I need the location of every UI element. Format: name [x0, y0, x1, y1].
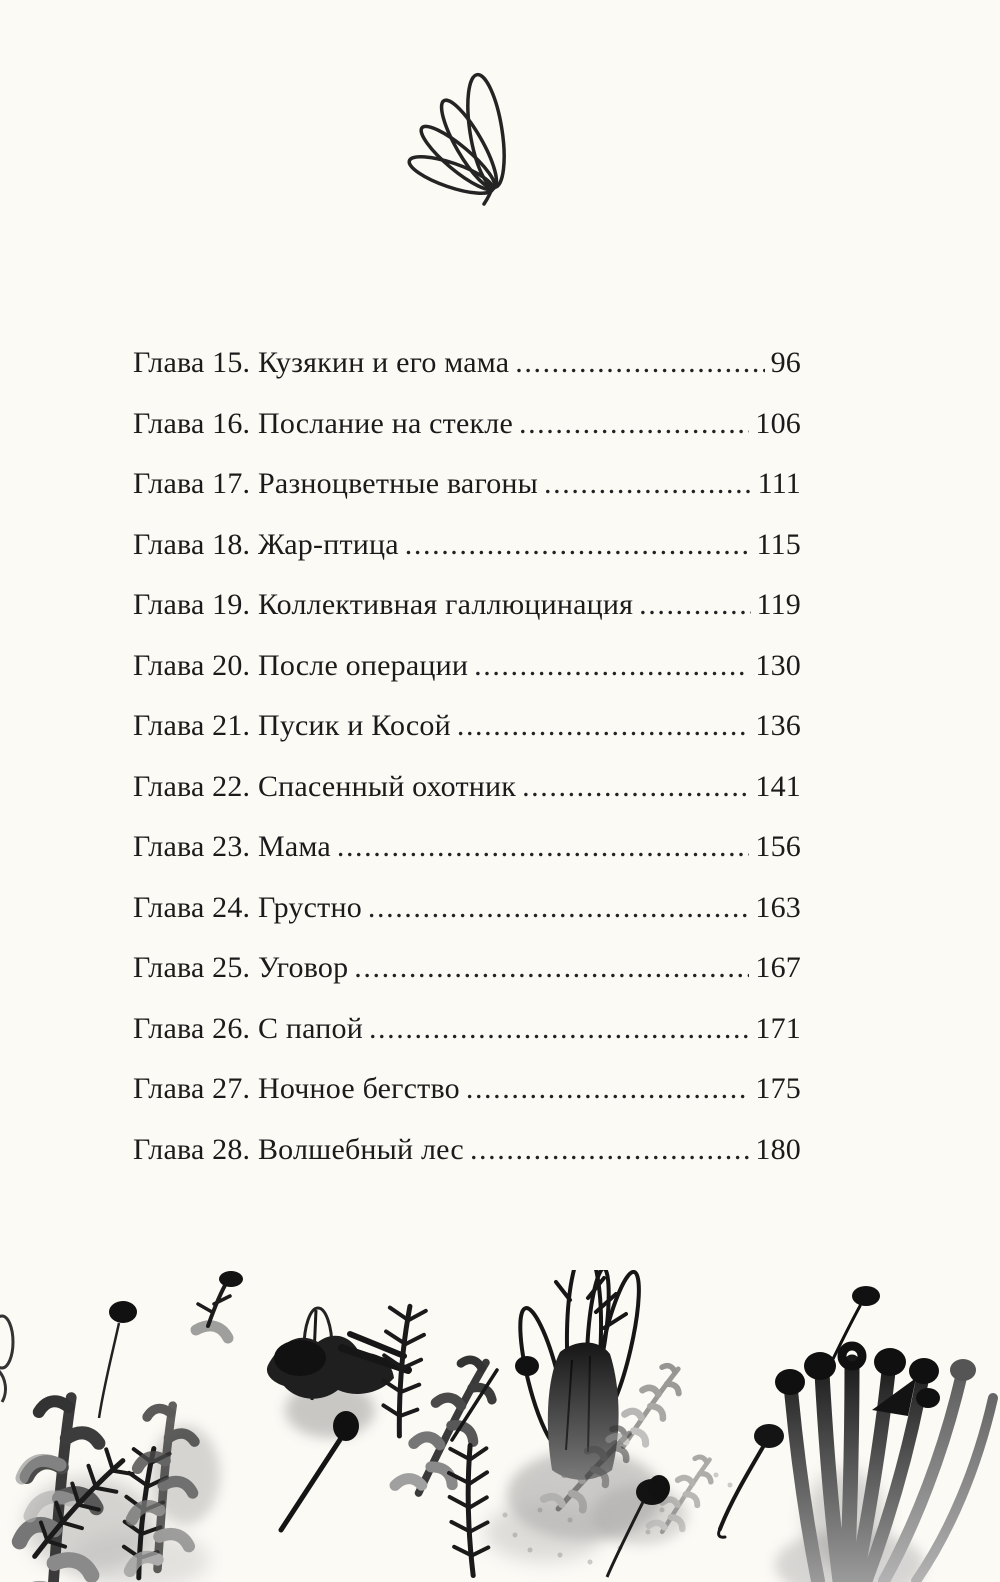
- toc-entry: [133, 467, 801, 501]
- toc-leader-dots: [519, 407, 749, 441]
- toc-entry: [133, 588, 801, 622]
- toc-entry-title: Глава 20. После операции: [133, 648, 469, 682]
- toc-entry: [133, 951, 801, 985]
- toc-entry-page-number: 163: [755, 890, 801, 924]
- toc-leader-dots: [354, 951, 749, 985]
- toc-entry-page-number: 130: [755, 648, 801, 682]
- toc-entry-page-number: 171: [755, 1011, 801, 1045]
- toc-entry-page-number: 96: [770, 346, 801, 379]
- toc-entry-title: Глава 17. Разноцветные вагоны: [133, 467, 539, 500]
- toc-entry: [133, 1072, 801, 1106]
- toc-entry-title: Глава 21. Пусик и Косой: [133, 709, 451, 742]
- toc-entry: [133, 1012, 801, 1046]
- toc-entry-page-number: 180: [755, 1132, 801, 1166]
- petal-sketch-decoration: [378, 32, 608, 200]
- toc-entry: [133, 770, 801, 804]
- table-of-contents: [133, 346, 801, 1193]
- toc-leader-dots: [544, 467, 752, 501]
- toc-leader-dots: [337, 830, 750, 864]
- toc-leader-dots: [522, 770, 749, 804]
- toc-entry: [133, 709, 801, 743]
- toc-entry: [133, 407, 801, 441]
- toc-entry-title: Глава 24. Грустно: [133, 890, 362, 924]
- toc-entry-title: Глава 25. Уговор: [133, 951, 349, 984]
- toc-entry-title: Глава 18. Жар-птица: [133, 527, 399, 561]
- toc-entry-page-number: 141: [755, 769, 801, 803]
- toc-entry-page-number: 115: [756, 527, 801, 561]
- petal-sketch-icon: [378, 32, 608, 212]
- toc-leader-dots: [405, 528, 751, 562]
- toc-entry: [133, 346, 801, 380]
- toc-leader-dots: [368, 891, 749, 925]
- toc-entry-title: Глава 16. Послание на стекле: [133, 406, 513, 440]
- toc-entry: [133, 528, 801, 562]
- toc-leader-dots: [639, 588, 750, 622]
- toc-leader-dots: [457, 709, 750, 743]
- toc-entry-page-number: 106: [755, 406, 801, 440]
- toc-entry-title: Глава 15. Кузякин и его мама: [133, 346, 510, 379]
- toc-entry-title: Глава 26. С папой: [133, 1011, 363, 1045]
- toc-leader-dots: [466, 1072, 750, 1106]
- toc-leader-dots: [369, 1012, 749, 1046]
- toc-entry-page-number: 175: [755, 1072, 801, 1105]
- toc-entry-page-number: 111: [757, 467, 801, 500]
- toc-entry-page-number: 156: [755, 830, 801, 863]
- botanical-footer-icon: [0, 1270, 1000, 1582]
- toc-entry: [133, 830, 801, 864]
- toc-entry-title: Глава 22. Спасенный охотник: [133, 769, 517, 803]
- toc-entry-title: Глава 28. Волшебный лес: [133, 1132, 464, 1166]
- toc-entry-page-number: 136: [755, 709, 801, 742]
- toc-entry-title: Глава 27. Ночное бегство: [133, 1072, 460, 1105]
- toc-leader-dots: [515, 346, 764, 380]
- toc-entry-page-number: 167: [755, 951, 801, 984]
- toc-entry: [133, 1133, 801, 1167]
- toc-entry-title: Глава 23. Мама: [133, 830, 331, 863]
- toc-entry: [133, 891, 801, 925]
- toc-entry-page-number: 119: [756, 588, 801, 621]
- toc-entry-title: Глава 19. Коллективная галлюцинация: [133, 588, 634, 621]
- toc-leader-dots: [474, 649, 749, 683]
- toc-leader-dots: [470, 1133, 749, 1167]
- toc-entry: [133, 649, 801, 683]
- botanical-footer-illustration: [0, 1270, 1000, 1582]
